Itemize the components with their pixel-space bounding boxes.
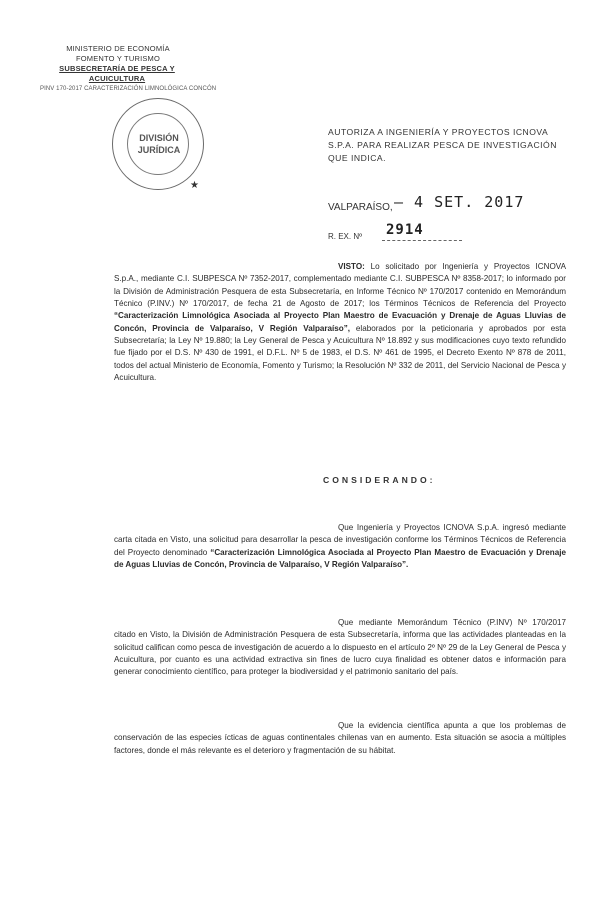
considerando-paragraph-1	[114, 522, 566, 571]
visto-project-title: “Caracterización Limnológica Asociada al Proyecto Plan Maestro de Evacuación y Drenaje de Aguas Lluvias de Concón, Provincia de Valparaíso, V Región Valparaíso”,	[114, 311, 566, 333]
considerando-paragraph-3: Que la evidencia científica apunta a que los problemas de conservación de las especies ícticas de aguas continentales chilenas van en aumento. Esta situación se asocia a múltiples factores, donde el más relevante es el deterioro y fragmentación de su hábitat.	[114, 721, 566, 755]
visto-paragraph	[114, 261, 566, 384]
visto-text-a: Lo solicitado por Ingeniería y Proyectos ICNOVA S.p.A., mediante C.I. SUBPESCA Nº 7352-2017, complementado mediante C.I. SUBPESCA Nº 8358-2017; lo informado por la División de Administración Pesquera de esta Subsecretaría, en Informe Técnico Nº 170/2017 contenido en Memorándum Técnico (P.INV.) Nº 170/2017, de fecha 21 de Agosto de 2017; los Términos Técnicos de Referencia del Proyecto	[114, 262, 566, 309]
considerando-item-2	[114, 617, 566, 679]
considerando-item-1	[114, 522, 566, 571]
stamp-line-2: JURÍDICA	[137, 145, 181, 155]
visto-text-b: elaborados por la peticionaria y aprobados por esta Subsecretaría; la Ley Nº 19.880; la Ley General de Pesca y Acuicultura Nº 18.892 y sus modificaciones cuyo texto refundido fue fijado por el D.S. Nº 430 de 1991, el D.F.L. Nº 5 de 1983, el D.S. Nº 461 de 1995, el Decreto Exento Nº 878 de 2011, todos del actual Ministerio de Economía, Fomento y Turismo; la Resolución Nº 332 de 2011, del Servicio Nacional de Pesca y Acuicultura.	[114, 323, 566, 383]
rex-label: R. EX. Nº	[328, 232, 363, 241]
letterhead	[38, 44, 202, 84]
considerando-item-3	[114, 720, 566, 757]
resolution-title: AUTORIZA A INGENIERÍA Y PROYECTOS ICNOVA S.P.A. PARA REALIZAR PESCA DE INVESTIGACIÓN QUE INDICA.	[328, 127, 557, 163]
rex-underline	[382, 240, 462, 241]
stamp-line-1: DIVISIÓN	[139, 133, 179, 143]
ministry-subtitle: FOMENTO Y TURISMO	[75, 54, 161, 63]
division-juridica-stamp	[112, 98, 204, 190]
visto-section	[114, 261, 566, 384]
date-value: – 4 SET. 2017	[394, 193, 525, 211]
star-mark: ★	[190, 180, 199, 191]
ministry-name: MINISTERIO DE ECONOMÍA	[66, 44, 170, 53]
visto-label: VISTO:	[338, 262, 365, 271]
considerando-1-text: Que Ingeniería y Proyectos ICNOVA S.p.A. ingresó mediante carta citada en Visto, una solicitud para desarrollar la pesca de investigación conforme los Términos Técnicos de Referencia del Proyecto denominado	[114, 523, 566, 557]
subsecretaria-name: SUBSECRETARÍA DE PESCA Y ACUICULTURA	[59, 64, 175, 83]
stamp-inner-ring	[127, 113, 189, 175]
considerando-1-project-title: “Caracterización Limnológica Asociada al Proyecto Plan Maestro de Evacuación y Drenaje de Aguas Lluvias de Concón, Provincia de Valparaíso, V Región Valparaíso”.	[114, 547, 566, 570]
rex-number: 2914	[386, 222, 424, 238]
considerando-paragraph-2: Que mediante Memorándum Técnico (P.INV) Nº 170/2017 citado en Visto, la División de Administración Pesquera de esta Subsecretaría, informa que las actividades planteadas en la solicitud califican como pesca de investigación de acuerdo a lo dispuesto en el artículo 2º Nº 29 de la Ley General de Pesca y Acuicultura, por cuanto es una actividad extractiva sin fines de lucro cuya finalidad es obtener datos e información para generar conocimiento científico, para proteger la biodiversidad y el patrimonio sanitario del país.	[114, 618, 566, 677]
file-reference: PINV 170-2017 CARACTERIZACIÓN LIMNOLÓGICA CONCÓN	[40, 86, 217, 92]
considerando-heading: CONSIDERANDO:	[323, 475, 436, 485]
date-place: VALPARAÍSO,	[328, 202, 393, 213]
